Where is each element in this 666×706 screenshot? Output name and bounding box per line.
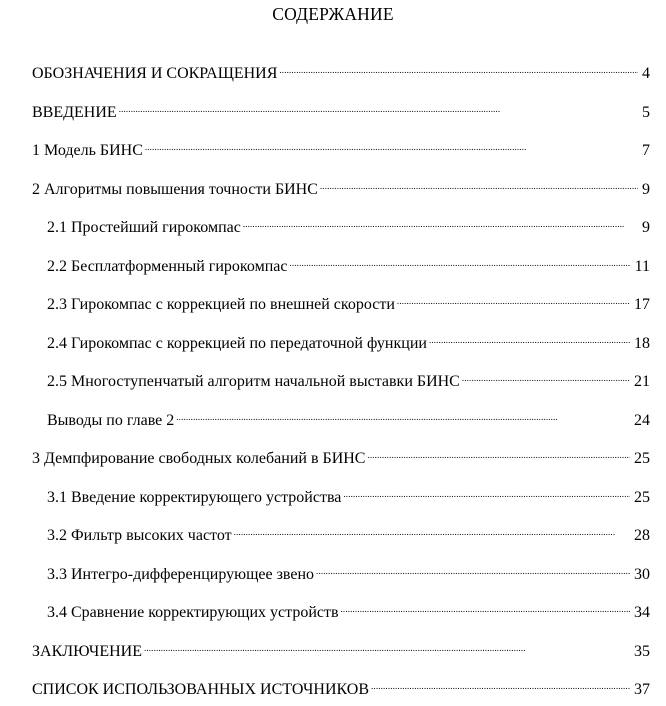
toc-entry-title: 2.5 Многоступенчатый алгоритм начальной выставки БИНС <box>47 373 460 390</box>
toc-page-number: 28 <box>634 527 650 544</box>
toc-entry-abbreviations[interactable] <box>32 58 650 84</box>
toc-dot-leader <box>144 636 630 656</box>
toc-dot-leader <box>429 328 630 348</box>
toc-page-number: 25 <box>634 450 650 467</box>
toc-entry-title: СПИСОК ИСПОЛЬЗОВАННЫХ ИСТОЧНИКОВ <box>32 681 370 698</box>
toc-page-number: 7 <box>642 142 650 159</box>
toc-entry-title: 2.3 Гирокомпас с коррекцией по внешней скорости <box>47 296 395 313</box>
toc-entry-title: 1 Модель БИНС <box>32 142 143 159</box>
toc-page-number: 34 <box>634 604 650 621</box>
toc-page-number: 35 <box>634 642 650 660</box>
toc-page-number: 25 <box>634 488 650 506</box>
toc-page-number: 5 <box>642 103 650 121</box>
toc-entry-references[interactable] <box>32 674 650 700</box>
toc-dot-leader <box>462 366 630 386</box>
toc-entry-section-3-1[interactable] <box>47 482 650 508</box>
toc-entry-title: ОБОЗНАЧЕНИЯ И СОКРАЩЕНИЯ <box>32 65 278 82</box>
toc-entry-section-3-3[interactable] <box>47 559 650 585</box>
toc-page-number: 11 <box>634 257 650 275</box>
toc-entry-section-2-2[interactable] <box>47 251 650 277</box>
toc-page-number: 24 <box>634 411 650 429</box>
toc-dot-leader <box>320 174 638 194</box>
toc-entry-title: Выводы по главе 2 <box>47 411 175 429</box>
toc-entry-section-3-4[interactable] <box>47 597 650 623</box>
toc-entry-section-2-4[interactable] <box>47 328 650 354</box>
toc-page-number: 17 <box>634 296 650 313</box>
toc-entry-chapter-2-conclusions[interactable] <box>47 405 650 431</box>
toc-page-number: 18 <box>634 334 650 352</box>
toc-entry-title: 2.4 Гирокомпас с коррекцией по передаточной функции <box>47 334 427 352</box>
toc-page-number: 4 <box>642 65 650 82</box>
toc-entry-section-2-3[interactable] <box>47 289 650 315</box>
toc-dot-leader <box>397 289 630 309</box>
toc-dot-leader <box>289 251 630 271</box>
toc-entry-title: 2 Алгоритмы повышения точности БИНС <box>32 180 318 198</box>
toc-entry-title: 2.1 Простейший гирокомпас <box>47 219 241 236</box>
toc-entry-title: 3.2 Фильтр высоких частот <box>47 527 232 544</box>
toc-dot-leader <box>145 135 638 155</box>
toc-dot-leader <box>316 559 630 579</box>
toc-entry-section-2-5[interactable] <box>47 366 650 392</box>
toc-entry-chapter-2[interactable] <box>32 174 650 200</box>
toc-entry-conclusion[interactable] <box>32 636 650 662</box>
toc-dot-leader <box>279 58 638 78</box>
toc-dot-leader <box>341 597 630 617</box>
toc-entry-title: 2.2 Бесплатформенный гирокомпас <box>47 257 288 275</box>
toc-entry-title: 3.1 Введение корректирующего устройства <box>47 488 342 506</box>
toc-dot-leader <box>119 97 638 117</box>
toc-page-number: 9 <box>642 219 650 236</box>
toc-dot-leader <box>343 482 630 502</box>
toc-entry-section-2-1[interactable] <box>47 212 650 238</box>
toc-page-number: 9 <box>642 180 650 198</box>
toc-entry-chapter-1[interactable] <box>32 135 650 161</box>
toc-dot-leader <box>371 674 630 694</box>
toc-dot-leader <box>367 443 630 463</box>
toc-page-number: 37 <box>634 681 650 698</box>
toc-page-number: 21 <box>634 373 650 390</box>
toc-dot-leader <box>243 212 638 232</box>
toc-entry-section-3-2[interactable] <box>47 520 650 546</box>
toc-entry-title: 3.4 Сравнение корректирующих устройств <box>47 604 339 621</box>
page-title: СОДЕРЖАНИЕ <box>272 4 394 24</box>
toc-entry-chapter-3[interactable] <box>32 443 650 469</box>
toc-dot-leader <box>234 520 630 540</box>
toc-dot-leader <box>176 405 630 425</box>
toc-entry-title: 3 Демпфирование свободных колебаний в БИНС <box>32 450 366 467</box>
toc-entry-introduction[interactable] <box>32 97 650 123</box>
toc-entry-title: 3.3 Интегро-дифференцирующее звено <box>47 565 315 583</box>
toc-page-number: 30 <box>634 565 650 583</box>
toc-entry-title: ВВЕДЕНИЕ <box>32 103 117 121</box>
toc-entry-title: ЗАКЛЮЧЕНИЕ <box>32 642 142 660</box>
